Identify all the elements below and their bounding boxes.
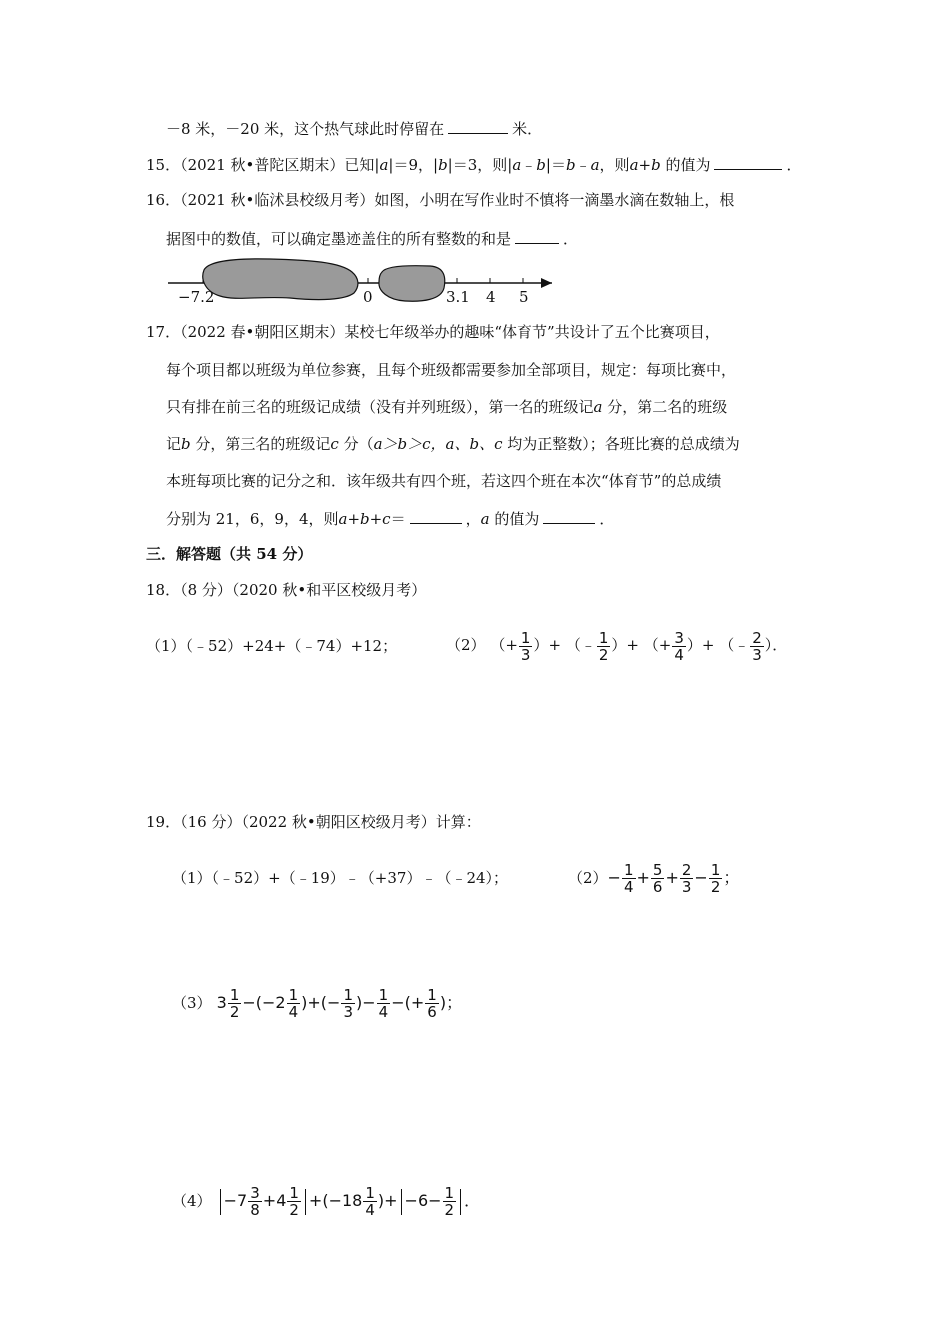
numerator: 5 [652,861,663,879]
question-17-line2: 每个项目都以班级为单位参赛，且每个班级都需要参加全部项目，规定：每项比赛中， [166,361,737,379]
label-4: 4 [486,288,496,306]
fraction [709,862,723,895]
question-17-line5: 本班每项比赛的记分之和．该年级共有四个班，若这四个班在本次“体育节”的总成绩 [166,472,722,490]
fraction [622,862,636,895]
answer-blank[interactable] [543,508,595,524]
number-line-figure [160,258,570,308]
numerator: 1 [365,1184,375,1202]
q18-part1: （1）（﹣52）+24+（﹣74）+12； [146,637,398,655]
question-17-line6: 分别为 21，6，9，4，则a+b+c＝ ，a 的值为 ． [166,510,615,528]
denominator: 3 [343,1003,353,1021]
answer-blank[interactable] [515,228,559,244]
numerator: 1 [444,1184,455,1202]
denominator: 2 [598,645,609,664]
q14-tail: －8 米，－20 米，这个热气球此时停留在 米． [166,120,543,138]
question-17-line4: 记b 分，第三名的班级记c 分（a＞b＞c，a、b、c 均为正整数）；各班比赛的总成绩为 [166,435,740,453]
fraction [672,630,686,663]
numerator: 1 [229,986,240,1004]
denominator: 3 [520,645,531,664]
numerator: 2 [752,628,762,647]
numerator: 1 [598,628,609,647]
answer-blank[interactable] [410,508,462,524]
abs-bar-icon [305,1189,306,1215]
denominator: 2 [229,1003,240,1021]
q19-part3: （3） 3 $\frac{1}{2}$ −(−2 $\frac{1}{4}$ )+(− $\frac{1}{3}$ )− $\frac{1}{4}$ −(+ $\frac{1}{6}$ )； [172,986,463,1021]
fraction [377,987,391,1020]
fraction [287,1185,301,1218]
question-17-line3: 只有排在前三名的班级记成绩（没有并列班级），第一名的班级记a 分，第二名的班级 [166,398,728,416]
denominator: 4 [623,878,634,896]
section-heading: 三．解答题（共 54 分） [146,545,313,563]
fraction [425,987,439,1020]
ink-blot-right [379,266,445,302]
question-16-line2: 据图中的数值，可以确定墨迹盖住的所有整数的和是 ． [166,230,579,248]
fraction [287,987,301,1020]
abs-bar-icon [401,1189,402,1215]
fraction [750,630,764,663]
label-neg-7-2: −7.2 [178,288,215,306]
numerator: 3 [674,628,684,647]
axis-arrow-icon [541,278,552,288]
q19-part1: （1）（﹣52）+（﹣19）﹣（+37）﹣（﹣24）； [172,869,509,887]
question-16: 16．（2021 秋•临沭县校级月考）如图，小明在写作业时不慎将一滴墨水滴在数轴上，根 [146,191,735,209]
fraction [680,862,694,895]
q19-part2: （2）− $\frac{1}{4}$ + $\frac{5}{6}$ + $\frac{2}{3}$ − $\frac{1}{2}$ ； [568,861,740,896]
answer-blank[interactable] [448,118,508,134]
denominator: 2 [289,1201,299,1219]
fraction [341,987,355,1020]
denominator: 6 [427,1003,437,1021]
question-19: 19．（16 分）（2022 秋•朝阳区校级月考）计算： [146,813,481,831]
denominator: 2 [444,1201,455,1219]
fraction [248,1185,262,1218]
q18-part2: （2） （+ $\frac{1}{3}$ ）+ （﹣ $\frac{1}{2}$ ）+ （+ $\frac{3}{4}$ ）+ （﹣ $\frac{2}{3}$ ）． [446,628,788,664]
question-15: 15．（2021 秋•普陀区期末）已知|a|＝9，|b|＝3，则|a﹣b|＝b﹣a，则a+b 的值为 ． [146,156,802,174]
numerator: 1 [343,986,353,1004]
question-17: 17．（2022 春•朝阳区期末）某校七年级举办的趣味“体育节”共设计了五个比赛项目， [146,323,720,341]
denominator: 2 [710,878,721,896]
fraction [651,862,665,895]
label-0: 0 [363,288,373,306]
fraction [228,987,242,1020]
label-3-1: 3.1 [446,288,470,306]
abs-bar-icon [460,1189,461,1215]
denominator: 6 [652,878,663,896]
numerator: 1 [288,986,299,1004]
question-18: 18．（8 分）（2020 秋•和平区校级月考） [146,581,427,599]
denominator: 4 [288,1003,299,1021]
fraction [443,1185,457,1218]
numerator: 1 [520,628,531,647]
denominator: 3 [681,878,692,896]
q19-part4: （4） −7 $\frac{3}{8}$ +4 $\frac{1}{2}$ +(−18 $\frac{1}{4}$ )+ −6− $\frac{1}{2}$ ． [172,1184,481,1219]
numerator: 1 [710,861,721,879]
numerator: 1 [427,986,437,1004]
denominator: 3 [752,645,762,664]
fraction [363,1185,377,1218]
denominator: 4 [365,1201,375,1219]
fraction [597,630,611,663]
numerator: 1 [289,1184,299,1202]
numerator: 1 [378,986,389,1004]
denominator: 4 [674,645,684,664]
denominator: 4 [378,1003,389,1021]
answer-blank[interactable] [714,154,782,170]
label-5: 5 [519,288,529,306]
ink-blot-left [203,259,358,300]
fraction [519,630,533,663]
denominator: 8 [250,1201,260,1219]
abs-bar-icon [220,1189,221,1215]
numerator: 1 [623,861,634,879]
numerator: 3 [250,1184,260,1202]
numerator: 2 [681,861,692,879]
